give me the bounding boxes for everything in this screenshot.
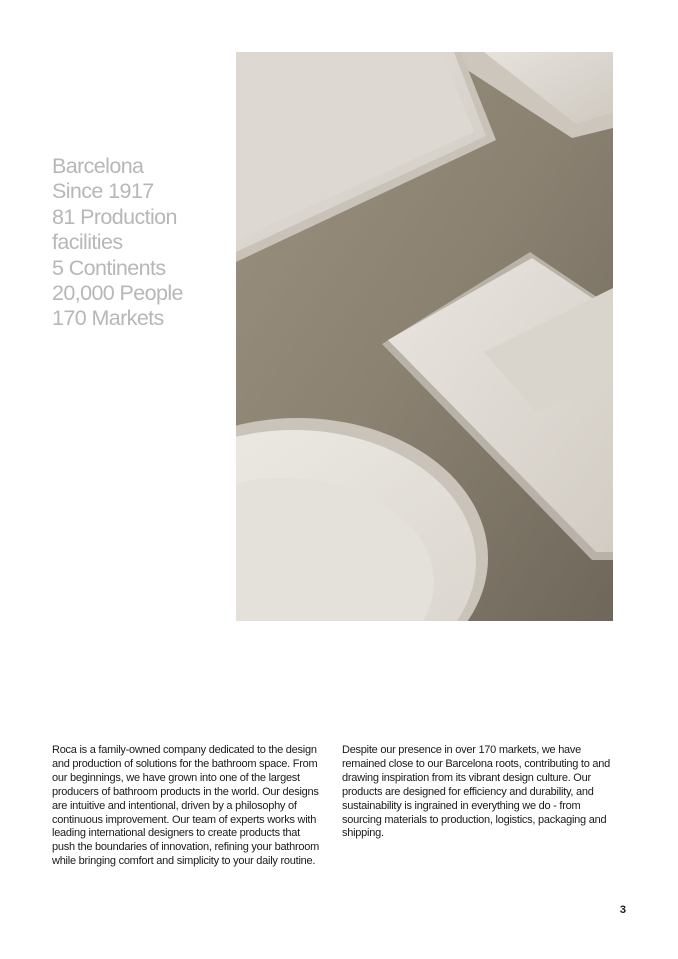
key-facts-list	[52, 154, 232, 332]
fact-item: 81 Production	[52, 204, 177, 229]
intro-paragraph-left: Roca is a family-owned company dedicated to the design and production of solutions for the bathroom space. From our beginnings, we have grown into one of the largest producers of bathroom products in the world. Our designs are intuitive and intentional, driven by a philosophy of continuous improvement. Our team of experts works with leading international designers to create products that push the boundaries of innovation, refining your bathroom while bringing comfort and simplicity to your daily routine.	[52, 744, 320, 868]
fact-item: Barcelona	[52, 154, 144, 178]
page-number: 3	[619, 904, 626, 916]
product-photo	[236, 52, 613, 621]
fact-item: facilities	[52, 230, 123, 255]
fact-item: 20,000 People	[52, 281, 183, 306]
ceramic-washbasins-photo-icon	[236, 52, 613, 621]
fact-item: 5 Continents	[52, 255, 166, 280]
intro-paragraph-right: Despite our presence in over 170 markets, we have remained close to our Barcelona roots, contributing to and drawing inspiration from its vibrant design culture. Our products are designed for efficiency and durability, and sustainability is ingrained in everything we do - from sourcing materials to production, logistics, packaging and shipping.	[342, 744, 610, 840]
fact-item: 170 Markets	[52, 306, 164, 331]
fact-item: Since 1917	[52, 179, 154, 204]
